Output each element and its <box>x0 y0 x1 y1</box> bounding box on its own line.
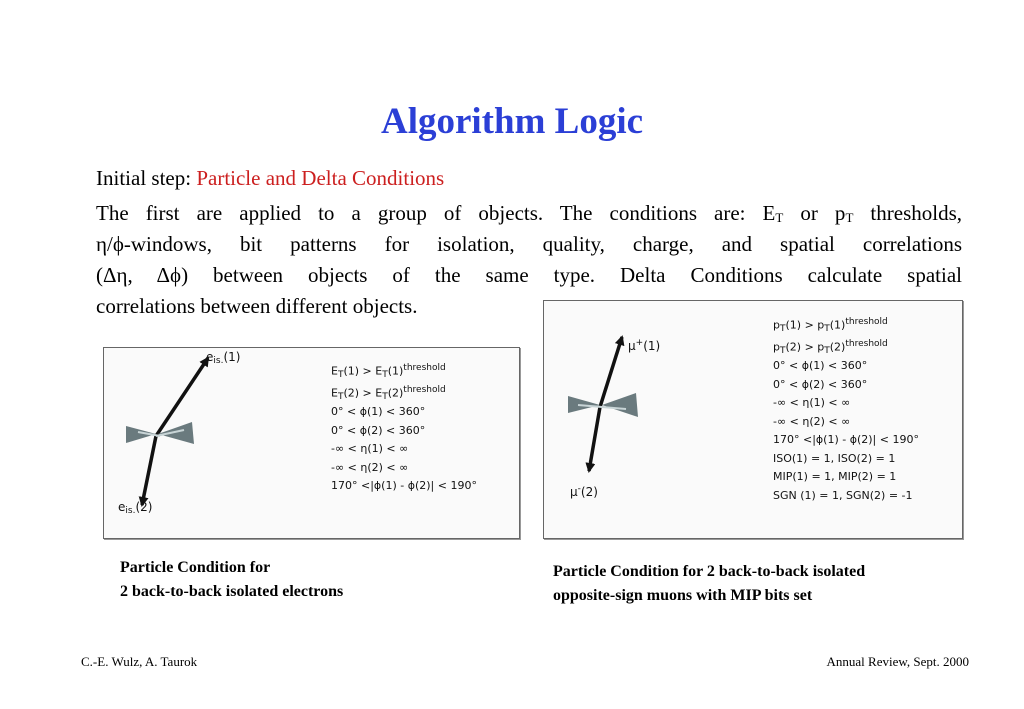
electron-1-label: $e_{is.}(1)$ <box>206 350 241 366</box>
paragraph-text: or p <box>783 201 846 225</box>
condition-row: 170° <|ϕ(1) - ϕ(2)| < 190° <box>773 433 919 447</box>
subscript: T <box>845 210 854 225</box>
paragraph-text: thresholds, <box>853 201 963 225</box>
intro-highlight: Particle and Delta Conditions <box>196 166 445 190</box>
paragraph-line-2: η/ϕ-windows, bit patterns for isolation, quality, charge, and spatial correlations <box>96 232 962 256</box>
paragraph-text: The first are applied to a group of objects. The conditions are: E <box>96 201 776 225</box>
caption-line: Particle Condition for 2 back-to-back isolated <box>553 563 866 580</box>
condition-row: 0° < ϕ(2) < 360° <box>773 377 868 391</box>
caption-line: 2 back-to-back isolated electrons <box>120 583 344 600</box>
caption-line: Particle Condition for <box>120 559 271 576</box>
electron-conditions-list <box>331 359 477 496</box>
intro-line <box>96 166 444 191</box>
muon-track-1 <box>600 337 622 407</box>
condition-row: 0° < ϕ(2) < 360° <box>331 423 426 437</box>
condition-row: -∞ < η(1) < ∞ <box>773 396 851 410</box>
paragraph-line-4: correlations between different objects. <box>96 294 418 318</box>
condition-row: -∞ < η(1) < ∞ <box>331 442 409 456</box>
footer-authors: C.-E. Wulz, A. Taurok <box>81 654 198 669</box>
paragraph-line-3: (Δη, Δϕ) between objects of the same type. Delta Conditions calculate spatial <box>96 263 962 287</box>
subscript: T <box>775 210 784 225</box>
condition-row: $E_T(1) > E_T(1)^{threshold}$ <box>331 363 446 380</box>
muon-track-2 <box>589 407 600 471</box>
condition-row: $p_T(1) > p_T(1)^{threshold}$ <box>773 317 888 334</box>
muon-1-label: μ+(1) <box>628 338 661 353</box>
muon-figure-caption <box>553 560 865 608</box>
electron-2-label: $e_{is.}(2)$ <box>118 500 153 516</box>
condition-row: ISO(1) = 1, ISO(2) = 1 <box>773 451 896 465</box>
electron-figure-caption <box>120 556 343 604</box>
muon-2-label: μ-(2) <box>570 484 598 499</box>
condition-row: $p_T(2) > p_T(2)^{threshold}$ <box>773 339 888 356</box>
condition-row: $E_T(2) > E_T(2)^{threshold}$ <box>331 385 446 402</box>
condition-row: 0° < ϕ(1) < 360° <box>331 405 426 419</box>
electron-track-1 <box>156 358 208 436</box>
muon-conditions-list <box>773 313 919 505</box>
intro-prefix: Initial step: <box>96 166 197 190</box>
muon-condition-figure <box>543 300 963 539</box>
caption-line: opposite-sign muons with MIP bits set <box>553 587 813 604</box>
condition-row: 170° <|ϕ(1) - ϕ(2)| < 190° <box>331 479 477 493</box>
condition-row: SGN (1) = 1, SGN(2) = -1 <box>773 488 913 502</box>
slide-title: Algorithm Logic <box>380 101 644 142</box>
condition-row: -∞ < η(2) < ∞ <box>331 460 409 474</box>
footer-event: Annual Review, Sept. 2000 <box>826 654 969 669</box>
condition-row: MIP(1) = 1, MIP(2) = 1 <box>773 470 897 484</box>
condition-row: 0° < ϕ(1) < 360° <box>773 359 868 373</box>
condition-row: -∞ < η(2) < ∞ <box>773 414 851 428</box>
paragraph-line-1 <box>96 198 962 229</box>
electron-condition-figure <box>103 347 520 539</box>
electron-track-2 <box>142 436 156 505</box>
muon-cluster-right <box>602 393 638 417</box>
